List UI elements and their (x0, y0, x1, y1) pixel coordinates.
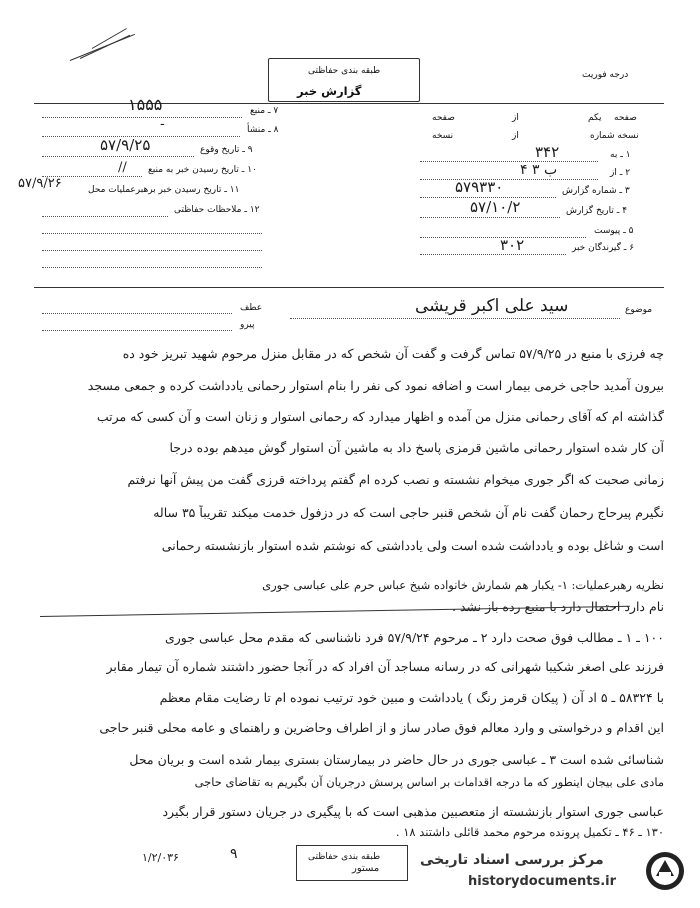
field-label-report-date: ۴ ـ تاریخ گزارش (566, 206, 628, 216)
subject-line (290, 318, 620, 319)
field-value-from: ۴ ب ۳ (520, 162, 558, 178)
field-line (420, 161, 598, 162)
field-label-occurrence-date: ۹ ـ تاریخ وقوع (200, 145, 253, 155)
reference-line (42, 313, 232, 314)
field-label-attachment: ۵ ـ پیوست (594, 226, 634, 236)
field-label-from: ۲ ـ از (610, 168, 631, 178)
footer-handwritten: مستور (352, 863, 380, 874)
field-label-source-received-date: ۱۰ ـ تاریخ رسیدن خبر به منبع (148, 165, 257, 175)
priority-label: درجه فوریت (582, 70, 629, 80)
reference-label: عطف (240, 303, 263, 313)
subject-label: موضوع (625, 305, 653, 315)
field-line (42, 156, 194, 157)
footer-date: ۱/۲/۰۳۶ (142, 851, 179, 864)
followup-label: پیرو (240, 320, 255, 330)
field-label-recipients: ۶ ـ گیرندگان خبر (572, 243, 635, 253)
body-line: زمانی صحبت که اگر جوری میخوام نشسته و نصب کرده ام گفتم پرداخته قرزی گفت من پیش آنها نرفتم (127, 472, 664, 487)
field-label-source: ۷ ـ منبع (250, 106, 279, 116)
classification-label: طبقه بندی حفاظتی (308, 66, 381, 76)
body-line: فرزند علی اصغر شکیبا شهرانی که در رسانه مساجد آن افراد که در آنجا حضور داشتند شماره آن تیمار مقابر (106, 659, 664, 674)
body-line: شناسائی شده است ۳ ـ عباسی جوری در حال حاضر در بیمارستان بستری بیمار شده است و بریان محل (129, 752, 664, 767)
field-label-origin: ۸ ـ منشأ (247, 125, 279, 135)
field-value-operations-received-date: ۵۷/۹/۲۶ (18, 176, 62, 191)
field-value-occurrence-date: ۵۷/۹/۲۵ (100, 136, 151, 154)
field-line (420, 179, 598, 180)
body-line: چه فرزی با منبع در ۵۷/۹/۲۵ تماس گرفت و گفت آن شخص که در مقابل منزل مرحوم شهید تبریز خود ده (122, 346, 664, 361)
body-line: ۱۰۰ ـ ۱ ـ مطالب فوق صحت دارد ۲ ـ مرحوم ۵۷/۹/۲۴ فرد ناشناسی که مقدم محل عباسی جوری (164, 630, 664, 645)
body-line: است و شاغل بوده و یادداشت شده است ولی یادداشتی که نوشتم شده استوار بازنشسته رحمانی (161, 538, 664, 553)
field-line (42, 216, 168, 217)
body-line: آن کار شده استوار رحمانی ماشین قرمزی پاسخ داد به ماشین آن استوار گوش میدهم بوده درجا (169, 440, 664, 455)
copy-of-suffix: نسخه (432, 131, 454, 141)
body-line: با ۵۸۳۲۴ ـ ۵ اد آن ( پیکان قرمز رنگ ) یادداشت و مبین خود ترتیب نموده ام تا رضایت مقام معظم (159, 690, 664, 705)
body-line: این اقدام و درخواستی و وارد معالم فوق صادر ساز و از اطراف وحاضرین و راهنمای و عامه محلی قنبر حاجی (99, 720, 664, 735)
footer-page-mark: ۹ (230, 846, 238, 862)
field-line (42, 250, 262, 251)
body-line: ۱۳۰ ـ ۴۶ ـ تکمیل پرونده مرحوم محمد قائلی داشتند ۱۸ . (395, 825, 664, 839)
body-line: نگیرم پیرحاج رحمان گفت نام آن شخص قنبر حاجی است که در دزفول خدمت میکند تقریباً ۳۵ ساله (153, 505, 664, 520)
footer-classification-label: طبقه بندی حفاظتی (308, 852, 381, 862)
copy-of-label: از (512, 131, 519, 141)
field-label-security-notes: ۱۲ ـ ملاحظات حفاظتی (174, 205, 260, 215)
field-value-source: ۱۵۵۵ (128, 95, 163, 114)
field-value-report-date: ۵۷/۱۰/۲ (470, 198, 521, 216)
field-label-to: ۱ ـ به (610, 150, 631, 160)
field-label-report-number: ۳ ـ شماره گزارش (562, 186, 630, 196)
page-of-suffix: صفحه (432, 113, 455, 123)
watermark-url: historydocuments.ir (468, 874, 617, 889)
field-line (420, 254, 566, 255)
page-value: یکم (588, 113, 602, 123)
field-value-to: ۳۴۲ (535, 143, 560, 161)
body-line: عباسی جوری استوار بازنشسته از متعصبین مذهبی است که با پیگیری در جریان دستور قرار بگیرد (162, 804, 664, 819)
field-line (42, 233, 262, 234)
field-line (42, 267, 262, 268)
body-line: نام دارد احتمال دارد با منبع رده باز نشد . (452, 599, 664, 614)
field-value-source-received-date: // (118, 160, 127, 175)
page-of-label: از (512, 113, 519, 123)
field-line (420, 217, 560, 218)
body-line: گذاشته ام که آقای رحمانی منزل من آمده و اظهار میدارد که رحمانی استوار و زنان است و آن کسی که مرتب (96, 409, 664, 424)
body-line: بیرون آمدید حاجی خرمی بیمار است و اضافه نمود کی نفر را بنام استوار رحمانی یادداشت کرده و جمعی مسجد (87, 378, 664, 393)
copy-label: نسخه شماره (590, 131, 639, 141)
archive-logo-icon (644, 850, 686, 892)
subject-rule (34, 287, 664, 288)
field-line (42, 117, 242, 118)
body-line: مادی علی بیجان اینطور که ما درجه اقدامات بر اساس پرسش درجریان آن بگیریم به تقاضای حاجی (194, 775, 664, 789)
body-line: نظریه رهبرعملیات: ۱- یکبار هم شمارش خانواده شیخ عباس حرم علی عباسی جوری (262, 578, 664, 592)
report-title: گزارش خبر (297, 84, 362, 98)
page-label: صفحه (614, 113, 637, 123)
followup-line (42, 330, 232, 331)
field-label-operations-received-date: ۱۱ ـ تاریخ رسیدن خبر برهبرعملیات محل (88, 185, 240, 195)
field-value-origin: - (160, 116, 165, 132)
watermark-title: مرکز بررسی اسناد تاریخی (420, 852, 604, 868)
field-value-report-number: ۵۷۹۳۳۰ (455, 178, 504, 196)
margin-scribble (80, 35, 130, 59)
field-value-recipients: ۳۰۲ (500, 236, 525, 254)
subject-value: سید علی اکبر قریشی (415, 296, 569, 316)
